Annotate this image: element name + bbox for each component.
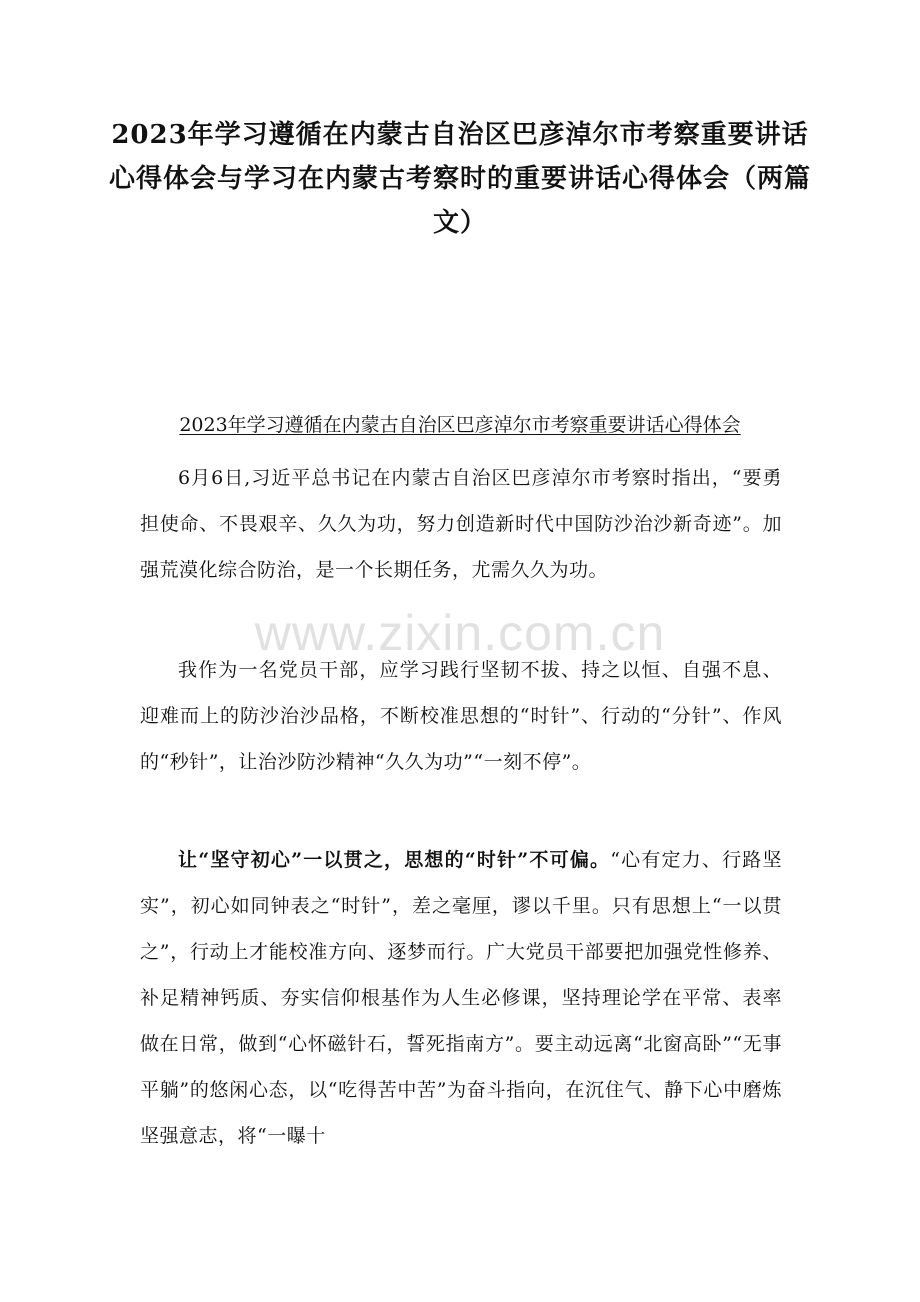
paragraph-3-lead: 让“坚守初心”一以贯之，思想的“时针”不可偏。 [178, 849, 611, 871]
document-title: 2023年学习遵循在内蒙古自治区巴彦淖尔市考察重要讲话心得体会与学习在内蒙古考察时的重要讲话心得体会（两篇文） [108, 120, 811, 238]
watermark-text: www.zixin.com.cn [254, 605, 666, 661]
section-heading-text: 2023年学习遵循在内蒙古自治区巴彦淖尔市考察重要讲话心得体会 [179, 414, 741, 436]
paragraph-1: 6月6日,习近平总书记在内蒙古自治区巴彦淖尔市考察时指出，“要勇担使命、不畏艰辛、久久为功，努力创造新时代中国防沙治沙新奇迹”。加强荒漠化综合防治，是一个长期任务，尤需久久为功。 [140, 467, 782, 581]
paragraph-3 [140, 837, 782, 1159]
paragraph-3-body: “心有定力、行路坚实”，初心如同钟表之“时针”，差之毫厘，谬以千里。只有思想上“一以贯之”，行动上才能校准方向、逐梦而行。广大党员干部要把加强党性修养、补足精神钙质、夯实信仰根基作为人生必修课，坚持理论学在平常、表率做在日常，做到“心怀磁针石，誓死指南方”。要主动远离“北窗高卧”“无事平躺”的悠闲心态，以“吃得苦中苦”为奋斗指向，在沉住气、静下心中磨炼坚强意志，将“一曝十 [140, 849, 782, 1147]
paragraph-2: 我作为一名党员干部，应学习践行坚韧不拔、持之以恒、自强不息、迎难而上的防沙治沙品格，不断校准思想的“时针”、行动的“分针”、作风的“秒针”，让治沙防沙精神“久久为功”“一刻不停”。 [140, 659, 782, 773]
section-heading [120, 410, 800, 440]
